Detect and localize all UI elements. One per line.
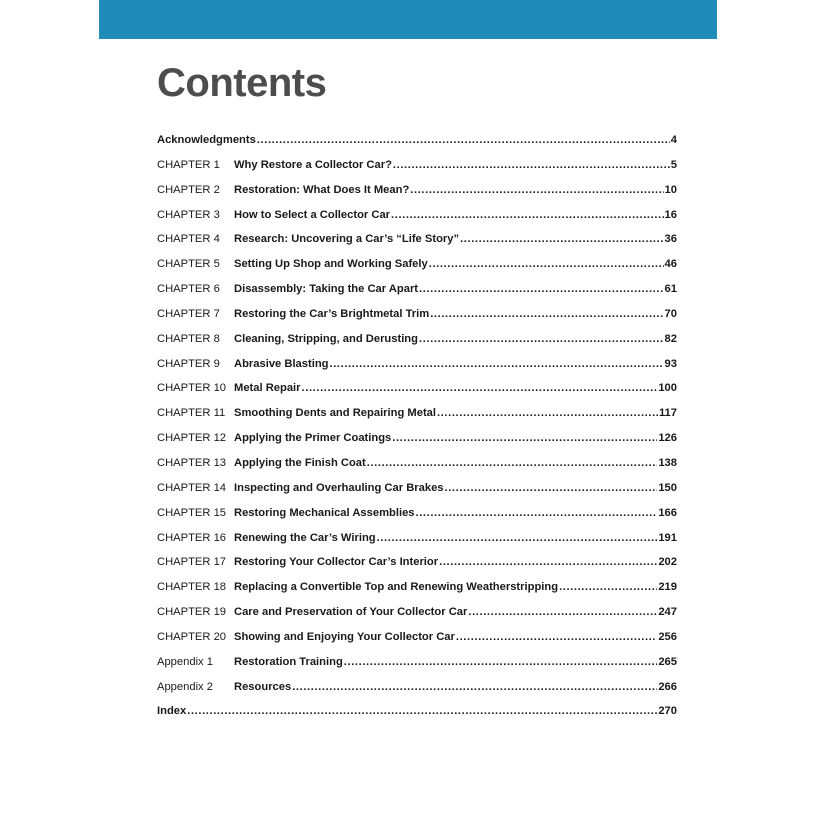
dot-leader xyxy=(330,352,664,377)
toc-entry xyxy=(234,352,677,377)
toc-chapter-title: Restoring the Car’s Brightmetal Trim xyxy=(234,307,430,320)
toc-chapter-title: Replacing a Convertible Top and Renewing Weatherstripping xyxy=(234,581,559,594)
table-of-contents xyxy=(157,128,677,724)
toc-page-number: 138 xyxy=(658,456,677,469)
toc-entry xyxy=(157,699,677,724)
dot-leader xyxy=(430,302,663,327)
dot-leader xyxy=(391,203,664,228)
toc-chapter-title: Applying the Primer Coatings xyxy=(234,432,392,445)
toc-chapter-number: CHAPTER 2 xyxy=(157,183,220,196)
page-title: Contents xyxy=(157,61,327,105)
toc-row xyxy=(157,178,677,203)
toc-page-number: 150 xyxy=(658,481,677,494)
toc-entry xyxy=(157,128,677,153)
toc-page-number: 202 xyxy=(658,556,677,569)
toc-row xyxy=(157,252,677,277)
toc-chapter-number: CHAPTER 8 xyxy=(157,332,220,345)
toc-chapter-title: Restoration: What Does It Mean? xyxy=(234,183,410,196)
dot-leader xyxy=(393,153,670,178)
toc-page-number: 266 xyxy=(658,680,677,693)
toc-chapter-number: CHAPTER 20 xyxy=(157,630,227,643)
toc-chapter-number: CHAPTER 17 xyxy=(157,556,227,569)
toc-chapter-title: Restoration Training xyxy=(234,655,343,668)
toc-chapter-number: CHAPTER 13 xyxy=(157,456,227,469)
toc-page-number: 265 xyxy=(658,655,677,668)
toc-entry xyxy=(234,451,677,476)
toc-row xyxy=(157,550,677,575)
dot-leader xyxy=(344,650,658,675)
toc-entry xyxy=(234,426,677,451)
toc-chapter-number: CHAPTER 6 xyxy=(157,283,220,296)
toc-row xyxy=(157,650,677,675)
dot-leader xyxy=(445,476,658,501)
toc-chapter-number: CHAPTER 5 xyxy=(157,258,220,271)
toc-chapter-title: Index xyxy=(157,705,187,718)
toc-chapter-title: Inspecting and Overhauling Car Brakes xyxy=(234,481,444,494)
dot-leader xyxy=(419,327,664,352)
toc-chapter-number: Appendix 1 xyxy=(157,655,213,668)
dot-leader xyxy=(187,699,657,724)
toc-row xyxy=(157,625,677,650)
toc-entry xyxy=(234,501,677,526)
toc-row xyxy=(157,401,677,426)
toc-chapter-title: Acknowledgments xyxy=(157,134,256,146)
toc-row xyxy=(157,675,677,700)
toc-page-number: 46 xyxy=(664,258,677,271)
toc-chapter-number: CHAPTER 3 xyxy=(157,208,220,221)
dot-leader xyxy=(367,451,658,476)
toc-page-number: 100 xyxy=(658,382,677,395)
toc-row xyxy=(157,476,677,501)
toc-entry xyxy=(234,575,677,600)
toc-chapter-title: Care and Preservation of Your Collector Car xyxy=(234,606,468,619)
toc-chapter-number: CHAPTER 12 xyxy=(157,432,227,445)
toc-chapter-title: Metal Repair xyxy=(234,382,301,395)
toc-entry xyxy=(234,327,677,352)
toc-chapter-title: Abrasive Blasting xyxy=(234,357,329,370)
toc-page-number: 270 xyxy=(658,705,677,718)
toc-page-number: 256 xyxy=(658,630,677,643)
dot-leader xyxy=(460,227,663,252)
toc-entry xyxy=(234,153,677,178)
toc-page-number: 5 xyxy=(670,158,677,171)
toc-page-number: 16 xyxy=(664,208,677,221)
toc-chapter-number: CHAPTER 1 xyxy=(157,158,220,171)
toc-chapter-number: CHAPTER 16 xyxy=(157,531,227,544)
toc-row xyxy=(157,575,677,600)
toc-chapter-number: CHAPTER 10 xyxy=(157,382,227,395)
toc-entry xyxy=(234,302,677,327)
dot-leader xyxy=(456,625,657,650)
toc-chapter-title: Research: Uncovering a Car’s “Life Story” xyxy=(234,233,460,246)
toc-entry xyxy=(234,252,677,277)
toc-row xyxy=(157,277,677,302)
toc-page-number: 247 xyxy=(658,606,677,619)
toc-chapter-title: Renewing the Car’s Wiring xyxy=(234,531,376,544)
dot-leader xyxy=(419,277,664,302)
toc-chapter-title: How to Select a Collector Car xyxy=(234,208,391,221)
dot-leader xyxy=(559,575,657,600)
toc-page-number: 36 xyxy=(664,233,677,246)
toc-row xyxy=(157,153,677,178)
toc-row xyxy=(157,352,677,377)
toc-entry xyxy=(234,227,677,252)
toc-chapter-number: CHAPTER 15 xyxy=(157,506,227,519)
toc-chapter-title: Resources xyxy=(234,680,292,693)
toc-row xyxy=(157,327,677,352)
toc-chapter-title: Applying the Finish Coat xyxy=(234,456,366,469)
toc-page-number: 10 xyxy=(664,183,677,196)
dot-leader xyxy=(429,252,664,277)
toc-page-number: 82 xyxy=(664,332,677,345)
toc-chapter-title: Why Restore a Collector Car? xyxy=(234,158,392,171)
dot-leader xyxy=(302,376,658,401)
toc-entry xyxy=(234,625,677,650)
dot-leader xyxy=(392,426,657,451)
toc-row xyxy=(157,376,677,401)
toc-chapter-number: CHAPTER 9 xyxy=(157,357,220,370)
dot-leader xyxy=(292,675,657,700)
toc-page-number: 166 xyxy=(658,506,677,519)
dot-leader xyxy=(410,178,663,203)
toc-chapter-title: Showing and Enjoying Your Collector Car xyxy=(234,630,455,643)
toc-page-number: 4 xyxy=(670,134,677,146)
toc-page-number: 191 xyxy=(658,531,677,544)
toc-row xyxy=(157,128,677,153)
toc-chapter-title: Restoring Mechanical Assemblies xyxy=(234,506,415,519)
toc-entry xyxy=(234,675,677,700)
toc-row xyxy=(157,426,677,451)
header-band xyxy=(99,0,717,39)
toc-entry xyxy=(234,401,677,426)
toc-entry xyxy=(234,550,677,575)
toc-chapter-title: Disassembly: Taking the Car Apart xyxy=(234,283,419,296)
toc-row xyxy=(157,699,677,724)
toc-row xyxy=(157,451,677,476)
toc-row xyxy=(157,600,677,625)
toc-entry xyxy=(234,650,677,675)
toc-row xyxy=(157,203,677,228)
dot-leader xyxy=(468,600,657,625)
toc-chapter-number: CHAPTER 11 xyxy=(157,407,226,420)
toc-page-number: 70 xyxy=(664,307,677,320)
dot-leader xyxy=(437,401,658,426)
toc-row xyxy=(157,526,677,551)
toc-page-number: 61 xyxy=(664,283,677,296)
toc-chapter-number: CHAPTER 14 xyxy=(157,481,227,494)
dot-leader xyxy=(257,128,670,153)
toc-entry xyxy=(234,376,677,401)
toc-chapter-title: Restoring Your Collector Car’s Interior xyxy=(234,556,439,569)
toc-chapter-number: Appendix 2 xyxy=(157,680,213,693)
toc-page-number: 126 xyxy=(658,432,677,445)
toc-page-number: 219 xyxy=(658,581,677,594)
toc-row xyxy=(157,501,677,526)
toc-chapter-number: CHAPTER 19 xyxy=(157,606,227,619)
toc-chapter-title: Smoothing Dents and Repairing Metal xyxy=(234,407,437,420)
toc-entry xyxy=(234,526,677,551)
toc-row xyxy=(157,302,677,327)
toc-entry xyxy=(234,178,677,203)
toc-entry xyxy=(234,476,677,501)
toc-entry xyxy=(234,203,677,228)
toc-row xyxy=(157,227,677,252)
dot-leader xyxy=(377,526,658,551)
toc-chapter-number: CHAPTER 4 xyxy=(157,233,220,246)
toc-page-number: 117 xyxy=(658,407,677,420)
toc-chapter-title: Cleaning, Stripping, and Derusting xyxy=(234,332,418,345)
toc-entry xyxy=(234,277,677,302)
dot-leader xyxy=(416,501,658,526)
toc-chapter-number: CHAPTER 7 xyxy=(157,307,220,320)
toc-page-number: 93 xyxy=(664,357,677,370)
toc-entry xyxy=(234,600,677,625)
toc-chapter-number: CHAPTER 18 xyxy=(157,581,227,594)
dot-leader xyxy=(439,550,657,575)
toc-chapter-title: Setting Up Shop and Working Safely xyxy=(234,258,428,271)
